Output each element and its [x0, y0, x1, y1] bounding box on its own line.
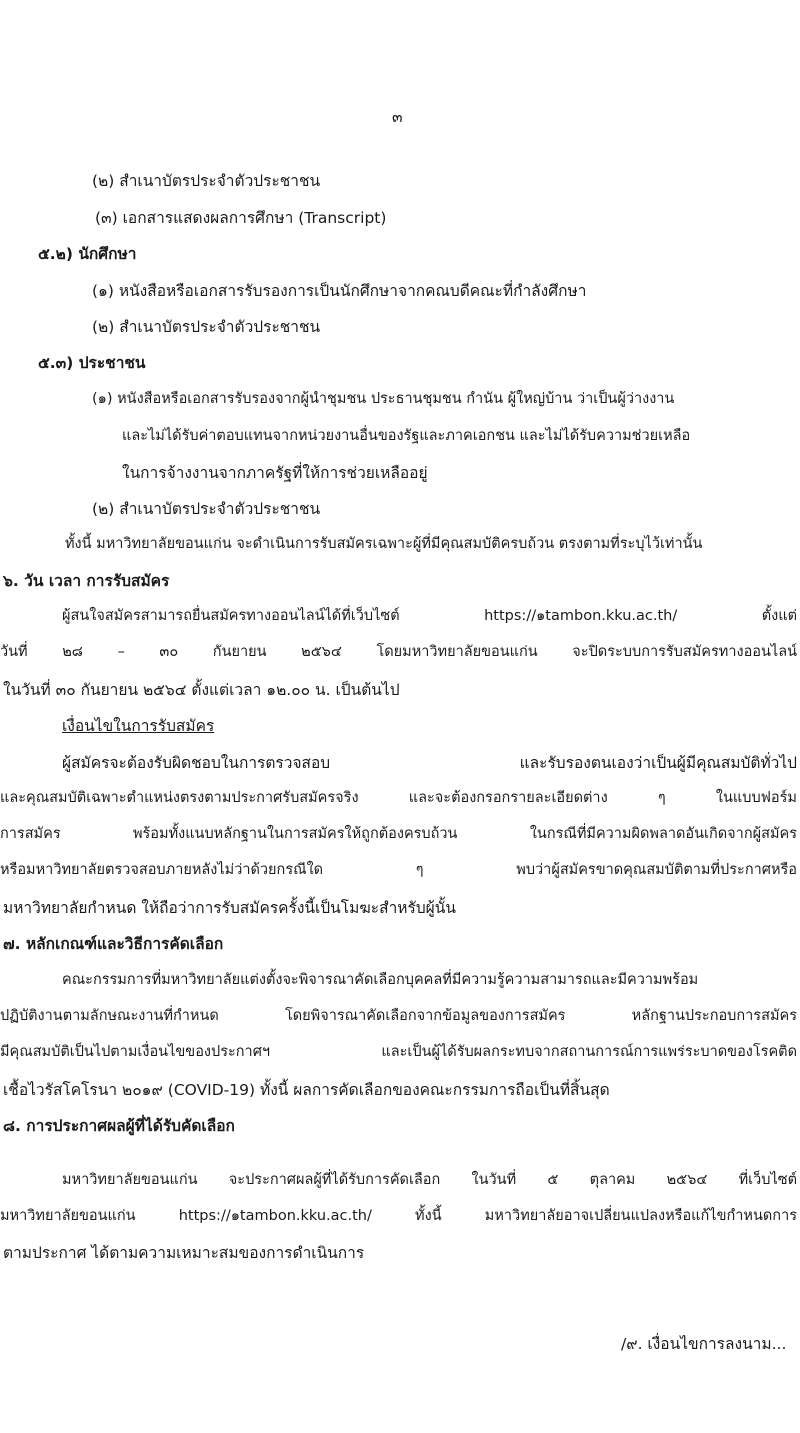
s7-line-4: เชื้อไวรัสโคโรนา ๒๐๑๙ (COVID-19) ทั้งนี้ ผลการคัดเลือกของคณะกรรมการถือเป็นที่สิ้นสุด: [3, 1081, 610, 1099]
s5-2-item-1: (๑) หนังสือหรือเอกสารรับรองการเป็นนักศึกษาจากคณบดีคณะที่กำลังศึกษา: [92, 282, 587, 300]
s6-p2-line-3: การสมัคร พร้อมทั้งแนบหลักฐานในการสมัครให้ถูกต้องครบถ้วน ในกรณีที่มีความผิดพลาดอันเกิดจากผู้สมัคร: [0, 826, 797, 842]
s5-3-item-1-line-1: (๑) หนังสือหรือเอกสารรับรองจากผู้นำชุมชน ประธานชุมชน กำนัน ผู้ใหญ่บ้าน ว่าเป็นผู้ว่างงาน: [92, 391, 675, 407]
s6-heading: ๖. วัน เวลา การรับสมัคร: [3, 572, 170, 590]
s5-1-item-3: (๓) เอกสารแสดงผลการศึกษา (Transcript): [95, 209, 387, 227]
s6-sub-heading: เงื่อนไขในการรับสมัคร: [62, 717, 215, 735]
s8-heading: ๘. การประกาศผลผู้ที่ได้รับคัดเลือก: [3, 1117, 235, 1135]
s5-3-item-1-line-3: ในการจ้างงานจากภาครัฐที่ให้การช่วยเหลืออยู่: [122, 464, 428, 482]
s5-3-item-1-line-2: และไม่ได้รับค่าตอบแทนจากหน่วยงานอื่นของรัฐและภาคเอกชน และไม่ได้รับความช่วยเหลือ: [122, 428, 691, 444]
s5-1-item-2: (๒) สำเนาบัตรประจำตัวประชาชน: [92, 172, 321, 190]
s6-p1-line-3: ในวันที่ ๓๐ กันยายน ๒๕๖๔ ตั้งแต่เวลา ๑๒.๐๐ น. เป็นต้นไป: [3, 681, 400, 699]
s8-line-3: ตามประกาศ ได้ตามความเหมาะสมของการดำเนินการ: [3, 1244, 365, 1262]
s6-p2-line-2: และคุณสมบัติเฉพาะตำแหน่งตรงตามประกาศรับสมัครจริง และจะต้องกรอกรายละเอียดต่าง ๆ ในแบบฟอร์ม: [0, 790, 797, 806]
s8-line-1: มหาวิทยาลัยขอนแก่น จะประกาศผลผู้ที่ได้รับการคัดเลือก ในวันที่ ๕ ตุลาคม ๒๕๖๔ ที่เว็บไซต์: [62, 1172, 797, 1188]
s7-line-2: ปฏิบัติงานตามลักษณะงานที่กำหนด โดยพิจารณาคัดเลือกจากข้อมูลของการสมัคร หลักฐานประกอบการสมัคร: [0, 1008, 797, 1024]
s6-p2-line-1: ผู้สมัครจะต้องรับผิดชอบในการตรวจสอบ และรับรองตนเองว่าเป็นผู้มีคุณสมบัติทั่วไป: [62, 754, 797, 772]
s5-3-heading: ๕.๓) ประชาชน: [38, 354, 146, 372]
s6-p2-line-5: มหาวิทยาลัยกำหนด ให้ถือว่าการรับสมัครครั้งนี้เป็นโมฆะสำหรับผู้นั้น: [3, 899, 456, 917]
s7-line-1: คณะกรรมการที่มหาวิทยาลัยแต่งตั้งจะพิจารณาคัดเลือกบุคคลที่มีความรู้ความสามารถและมีความพร้อม: [62, 972, 699, 988]
s5-2-heading: ๕.๒) นักศึกษา: [38, 245, 137, 263]
page-number: ๓: [392, 108, 403, 126]
s6-p2-line-4: หรือมหาวิทยาลัยตรวจสอบภายหลังไม่ว่าด้วยกรณีใด ๆ พบว่าผู้สมัครขาดคุณสมบัติตามที่ประกาศหรือ: [0, 862, 797, 878]
s7-line-3: มีคุณสมบัติเป็นไปตามเงื่อนไขของประกาศฯ และเป็นผู้ได้รับผลกระทบจากสถานการณ์การแพร่ระบาดของโรคติด: [0, 1044, 797, 1060]
s5-2-item-2: (๒) สำเนาบัตรประจำตัวประชาชน: [92, 318, 321, 336]
s5-3-item-2: (๒) สำเนาบัตรประจำตัวประชาชน: [92, 500, 321, 518]
s6-p1-line-1: ผู้สนใจสมัครสามารถยื่นสมัครทางออนไลน์ได้ที่เว็บไซต์ https://๑tambon.kku.ac.th/ ตั้งแต่: [62, 608, 797, 624]
s5-3-note: ทั้งนี้ มหาวิทยาลัยขอนแก่น จะดำเนินการรับสมัครเฉพาะผู้ที่มีคุณสมบัติครบถ้วน ตรงตามที่ระบุไว้เท่านั้น: [65, 536, 703, 552]
s8-line-2: มหาวิทยาลัยขอนแก่น https://๑tambon.kku.ac.th/ ทั้งนี้ มหาวิทยาลัยอาจเปลี่ยนแปลงหรือแก้ไขกำหนดการ: [0, 1208, 797, 1224]
s7-heading: ๗. หลักเกณฑ์และวิธีการคัดเลือก: [3, 935, 224, 953]
continuation-note: /๙. เงื่อนไขการลงนาม...: [621, 1335, 787, 1353]
s6-p1-line-2: วันที่ ๒๘ – ๓๐ กันยายน ๒๕๖๔ โดยมหาวิทยาลัยขอนแก่น จะปิดระบบการรับสมัครทางออนไลน์: [0, 644, 797, 660]
